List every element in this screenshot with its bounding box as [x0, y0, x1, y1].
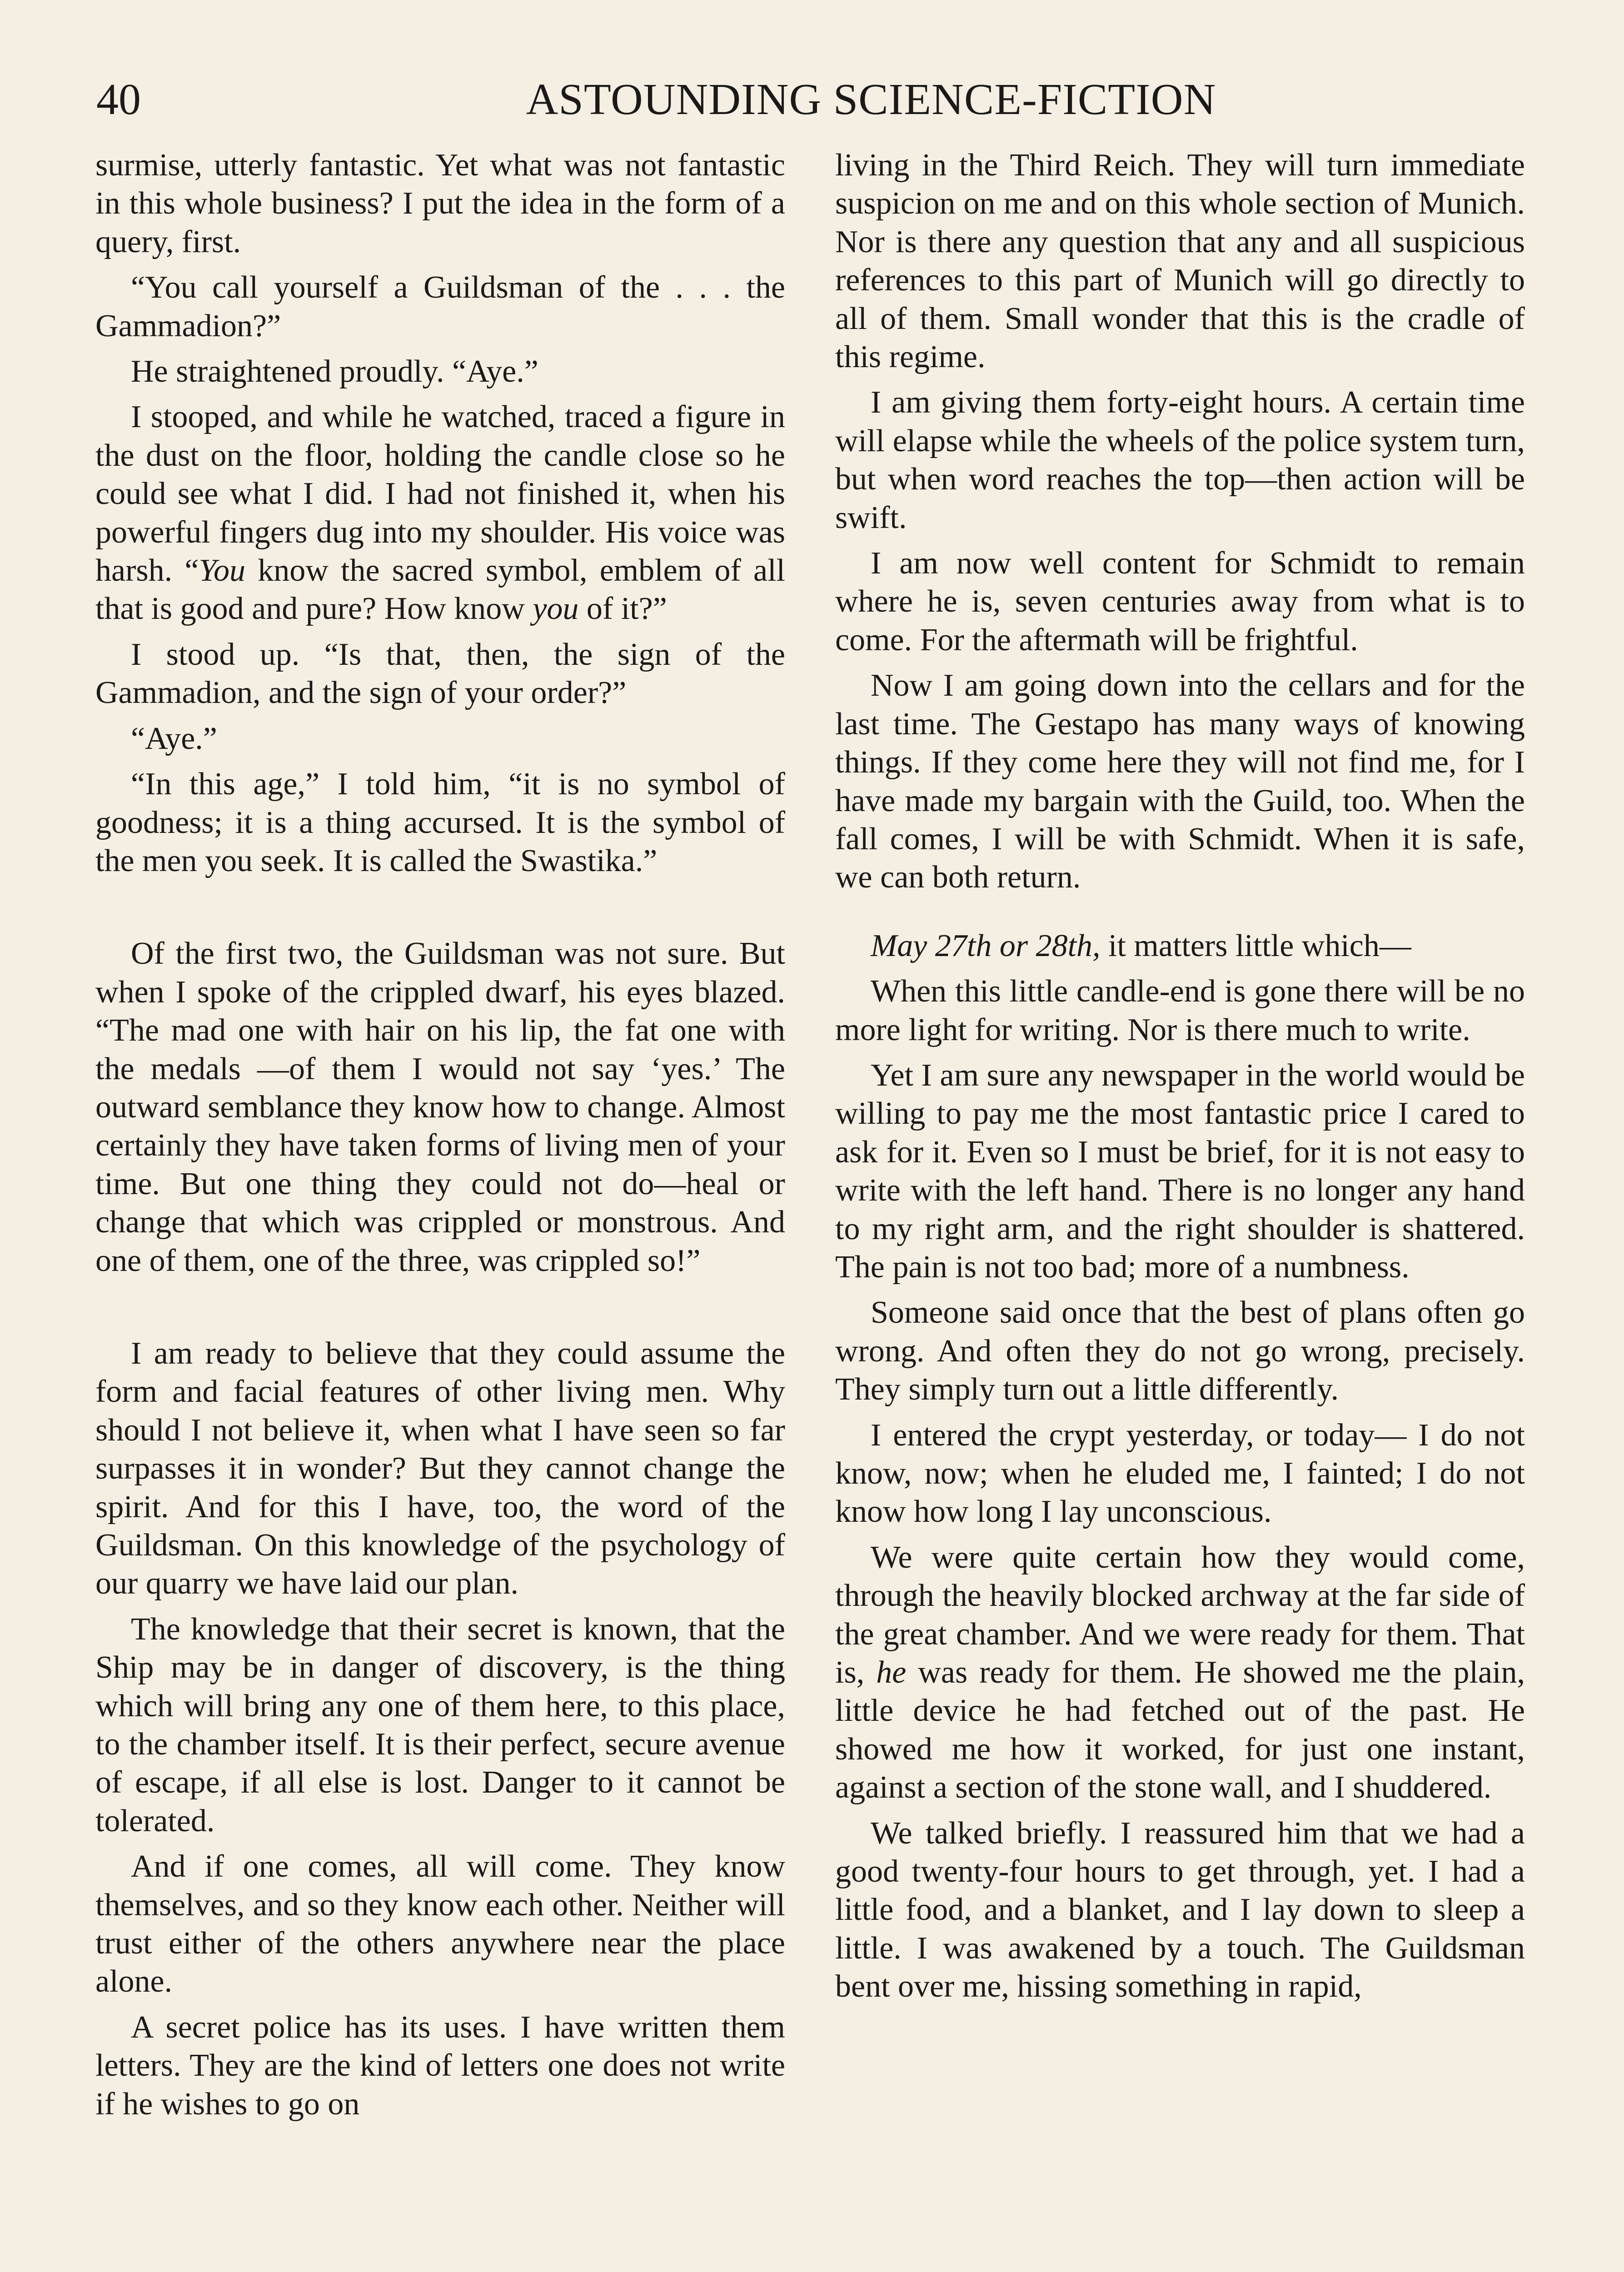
text-run: We were quite certain how they would come, through the heavily blocked archway at the far side of the great chamber. And we were ready for them. That is, — [835, 1540, 1525, 1690]
text-run: Yet I am sure any newspaper in the world would be willing to pay me the most fantastic price I cared to ask for it. Even so I must be brief, for it is not easy to write with the left hand. There is no longer any hand to my right arm, and the right shoulder is shattered. The pain is not too bad; more of a numbness. — [835, 1057, 1525, 1285]
text-run: I am ready to believe that they could assume the form and facial features of other living men. Why should I not believe it, when what I have seen so far surpasses it in wonder? But they cannot change the spirit. And for this I have, too, the word of the Guildsman. On this knowledge of the psychology of our quarry we have laid our plan. — [95, 1335, 785, 1601]
paragraph — [835, 1416, 1525, 1531]
page-number: 40 — [96, 75, 141, 124]
text-run: Someone said once that the best of plans often go wrong. And often they do not go wrong, precisely. They simply turn out a little differently. — [835, 1295, 1525, 1407]
paragraph — [835, 667, 1525, 897]
italic-run: You — [199, 553, 245, 588]
paragraph — [95, 720, 785, 758]
text-run: was ready for them. He showed me the plain, little device he had fetched out of the past. He showed me how it worked, for just one instant, against a section of the stone wall, and I shuddered. — [835, 1655, 1525, 1805]
paragraph — [95, 353, 785, 391]
entry-date: May 27th or 28th, — [871, 928, 1101, 963]
paragraph — [835, 544, 1525, 659]
paragraph — [95, 1610, 785, 1840]
paragraph — [835, 1056, 1525, 1286]
dated-entry — [835, 927, 1525, 965]
text-run: The knowledge that their secret is known, that the Ship may be in danger of discovery, is the thing which will bring any one of them here, to this place, to the chamber itself. It is their perfect, secure avenue of escape, if all else is lost. Danger to it cannot be tolerated. — [95, 1611, 785, 1839]
text-run: living in the Third Reich. They will turn immediate suspicion on me and on this whole section of Munich. Nor is there any question that any and all suspicious references to this part of Munich will go directly to all of them. Small wonder that this is the cradle of this regime. — [835, 148, 1525, 375]
paragraph — [95, 398, 785, 628]
text-run: “You call yourself a Guildsman of the . . . the Gammadion?” — [95, 270, 785, 344]
paragraph — [835, 1539, 1525, 1807]
paragraph — [95, 146, 785, 261]
right-column — [835, 146, 1525, 2013]
paragraph — [95, 1848, 785, 2001]
text-run: I stooped, and while he watched, traced a figure in the dust on the floor, holding the candle close so he could see what I did. I had not finished it, when his powerful fingers dug into my shoulder. His voice was harsh. “ — [95, 399, 785, 588]
paragraph — [835, 146, 1525, 376]
paragraph — [95, 765, 785, 880]
paragraph — [835, 972, 1525, 1049]
text-run: We talked briefly. I reassured him that we had a good twenty-four hours to get through, yet. I had a little food, and a blanket, and I lay down to sleep a little. I was awakened by a touch. The Guildsman bent over me, hissing something in rapid, — [835, 1815, 1525, 2004]
text-run: surmise, utterly fantastic. Yet what was not fantastic in this whole business? I put the idea in the form of a query, first. — [95, 148, 785, 259]
text-run: Now I am going down into the cellars and for the last time. The Gestapo has many ways of knowing things. If they come here they will not find me, for I have made my bargain with the Guild, too. When the fall comes, I will be with Schmidt. When it is safe, we can both return. — [835, 668, 1525, 895]
left-column — [95, 146, 785, 2131]
text-run: of it?” — [578, 591, 667, 627]
paragraph — [835, 1814, 1525, 2006]
paragraph — [95, 269, 785, 345]
text-run: it matters little which— — [1100, 928, 1411, 963]
paragraph — [95, 2008, 785, 2123]
text-run: I am now well content for Schmidt to remain where he is, seven centuries away from what is to come. For the aftermath will be frightful. — [835, 546, 1525, 658]
text-run: I stood up. “Is that, then, the sign of the Gammadion, and the sign of your order?” — [95, 637, 785, 711]
running-head: ASTOUNDING SCIENCE-FICTION — [526, 75, 1216, 124]
italic-run: you — [533, 591, 579, 627]
text-run: He straightened proudly. “Aye.” — [131, 354, 538, 389]
text-run: When this little candle-end is gone there will be no more light for writing. Nor is there much to write. — [835, 974, 1525, 1047]
paragraph — [95, 935, 785, 1280]
text-run: know the sacred symbol, emblem of all that is good and pure? How know — [95, 553, 785, 627]
text-run: I am giving them forty-eight hours. A certain time will elapse while the wheels of the police system turn, but when word reaches the top—then action will be swift. — [835, 385, 1525, 535]
paragraph — [95, 636, 785, 712]
text-run: “Aye.” — [131, 721, 217, 756]
italic-run: he — [876, 1655, 907, 1690]
text-run: Of the first two, the Guildsman was not sure. But when I spoke of the crippled dwarf, his eyes blazed. “The mad one with hair on his lip, the fat one with the medals —of them I would not say ‘yes.’ The outward semblance they know how to change. Almost certainly they have taken forms of living men of your time. But one thing they could not do—heal or change that which was crippled or monstrous. And one of them, one of the three, was crippled so!” — [95, 936, 785, 1278]
text-run: And if one comes, all will come. They know themselves, and so they know each other. Neither will trust either of the others anywhere near the place alone. — [95, 1849, 785, 1999]
text-run: “In this age,” I told him, “it is no symbol of goodness; it is a thing accursed. It is the symbol of the men you seek. It is called the Swastika.” — [95, 767, 785, 878]
paragraph — [835, 1294, 1525, 1409]
text-run: I entered the crypt yesterday, or today— I do not know, now; when he eluded me, I fainted; I do not know how long I lay unconscious. — [835, 1417, 1525, 1530]
text-run: A secret police has its uses. I have written them letters. They are the kind of letters one does not write if he wishes to go on — [95, 2009, 785, 2122]
paragraph — [95, 1335, 785, 1603]
paragraph — [835, 384, 1525, 537]
